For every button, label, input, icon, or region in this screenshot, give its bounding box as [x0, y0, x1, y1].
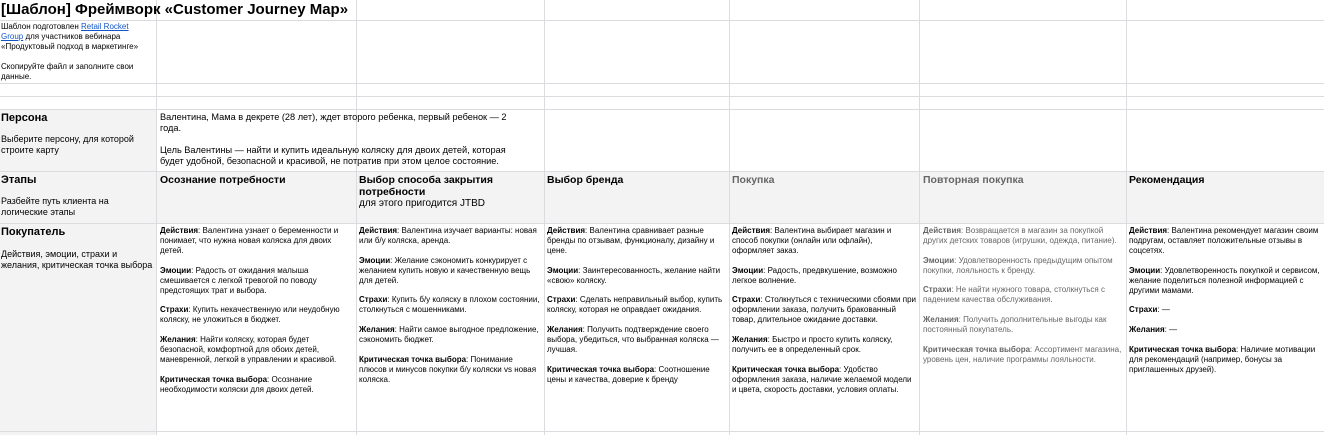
actions-label: Действия: [359, 226, 398, 235]
persona-row-header[interactable]: [1, 112, 153, 156]
desires-label: Желания: [359, 325, 395, 335]
critical-label: Критическая точка выбора: [923, 344, 1031, 354]
grid-row-line: [0, 20, 1324, 21]
persona-description-cell[interactable]: [160, 112, 530, 167]
buyer-cell-brand[interactable]: Действия: Валентина сравнивает разные бренды по отзывам, функционалу, дизайну и цене. Эмоции: Заинтересованность, желание найти «свою» коляску. Страхи: Сделать неправильный выбор, купить коляску, которая не оправдает ожидания. Желания: Получить подтверждение своего выбора, убедиться, что выбранная коляска — лучшая. Критическая точка выбора: Соотношение цены и качества, доверие к бренду: [547, 226, 723, 384]
buyer-row-header[interactable]: [1, 226, 153, 271]
stage-header-solution[interactable]: [359, 174, 539, 210]
critical-text: Осознание необходимости коляски для двоих детей.: [160, 374, 314, 394]
critical-label: Критическая точка выбора: [160, 374, 268, 384]
retail-rocket-link[interactable]: Retail Rocket Group: [1, 22, 129, 41]
fears-text: Сделать неправильный выбор, купить коляску, которая не оправдает ожидания.: [547, 295, 723, 315]
buyer-cell-recommend[interactable]: Действия: Валентина рекомендует магазин своим подругам, оставляет положительные отзывы в соцсетях. Эмоции: Удовлетворенность покупкой и сервисом, желание поделиться полезной информацией с другими мамами. Страхи: — Желания: — Критическая точка выбора: Наличие мотивации для рекомендаций (например, бонусы за приглашенных друзей).: [1129, 226, 1320, 374]
critical-label: Критическая точка выбора: [547, 364, 655, 374]
stages-row-header[interactable]: [1, 174, 153, 218]
desires-text: —: [1169, 325, 1178, 335]
desires-label: Желания: [732, 335, 768, 345]
fears-label: Страхи: [547, 295, 576, 305]
fears-label: Страхи: [732, 295, 761, 305]
actions-text: Валентина выбирает магазин и способ покупки (онлайн или офлайн), оформляет заказ.: [732, 226, 892, 255]
critical-text: Наличие мотивации для рекомендаций (например, бонусы за приглашенных друзей).: [1129, 344, 1316, 374]
stage-header-purchase[interactable]: [732, 174, 914, 186]
intro-cell[interactable]: [1, 22, 153, 82]
desires-text: Найти коляску, которая будет безопасной, комфортной для обоих детей, маневренной, легкой в управлении и красивой.: [160, 335, 337, 365]
critical-label: Критическая точка выбора: [732, 364, 840, 374]
desires-label: Желания: [547, 325, 583, 335]
desires-text: Найти самое выгодное предложение, сэкономить бюджет.: [359, 325, 539, 345]
fears-label: Страхи: [160, 305, 189, 315]
fears-text: Купить некачественную или неудобную коляску, не уложиться в бюджет.: [160, 305, 340, 325]
grid-col-line: [919, 0, 920, 435]
persona-line-2: Цель Валентины — найти и купить идеальную коляску для двоих детей, которая будет удобной, безопасной и красивой, не потратив при этом целое состояние.: [160, 145, 506, 166]
critical-label: Критическая точка выбора: [359, 354, 467, 364]
intro-prefix: Шаблон подготовлен: [1, 22, 81, 31]
stage-name: Покупка: [732, 174, 775, 186]
buyer-header-subtitle: Действия, эмоции, страхи и желания, критическая точка выбора: [1, 249, 153, 270]
buyer-cell-solution[interactable]: Действия: Валентина изучает варианты: новая или б/у коляска, аренда. Эмоции: Желание сэкономить конкурирует с желанием купить новую и качественную вещь для детей. Страхи: Купить б/у коляску в плохом состоянии, столкнуться с мошенниками. Желания: Найти самое выгодное предложение, сэкономить бюджет. Критическая точка выбора: Понимание плюсов и минусов покупки б/у коляски vs новая коляска.: [359, 226, 540, 384]
fears-text: Купить б/у коляску в плохом состоянии, столкнуться с мошенниками.: [359, 295, 540, 315]
stage-name: Выбор бренда: [547, 174, 624, 186]
actions-text: Возвращается в магазин за покупкой других детских товаров (игрушки, одежда, питание).: [923, 226, 1117, 245]
grid-row-line: [0, 83, 1324, 84]
fears-label: Страхи: [359, 295, 388, 305]
actions-text: Валентина узнает о беременности и понимает, что нужна новая коляска для двоих детей.: [160, 226, 339, 255]
fears-text: Столкнуться с техническими сбоями при оформлении заказа, получить бракованный товар, длительное ожидание доставки.: [732, 295, 916, 325]
stage-header-brand[interactable]: [547, 174, 725, 186]
emotions-label: Эмоции: [359, 255, 391, 265]
buyer-cell-repeat[interactable]: Действия: Возвращается в магазин за покупкой других детских товаров (игрушки, одежда, питание). Эмоции: Удовлетворенность предыдущим опытом покупки, лояльность к бренду. Страхи: Не найти нужного товара, столкнуться с падением качества обслуживания. Желания: Получить дополнительные выгоды как постоянный покупатель. Критическая точка выбора: Ассортимент магазина, уровень цен, наличие программы лояльности.: [923, 226, 1122, 364]
desires-label: Желания: [923, 315, 959, 325]
actions-label: Действия: [732, 226, 771, 235]
emotions-label: Эмоции: [1129, 265, 1161, 275]
stages-header-title: Этапы: [1, 174, 37, 186]
desires-label: Желания: [160, 335, 196, 345]
persona-header-title: Персона: [1, 112, 48, 124]
critical-text: Ассортимент магазина, уровень цен, наличие программы лояльности.: [923, 344, 1122, 364]
stage-name: Повторная покупка: [923, 174, 1024, 186]
actions-text: Валентина сравнивает разные бренды по отзывам, функционалу, дизайну и цене.: [547, 226, 715, 255]
actions-text: Валентина рекомендует магазин своим подругам, оставляет положительные отзывы в соцсетях.: [1129, 226, 1319, 255]
desires-text: Получить дополнительные выгоды как постоянный покупатель.: [923, 315, 1107, 335]
actions-label: Действия: [160, 226, 199, 235]
grid-row-line: [0, 171, 1324, 172]
critical-text: Удобство оформления заказа, наличие желаемой модели и цвета, скорость доставки, условия оплаты.: [732, 364, 912, 394]
emotions-text: Удовлетворенность предыдущим опытом покупки, лояльность к бренду.: [923, 255, 1113, 275]
fears-text: —: [1161, 305, 1170, 315]
buyer-cell-purchase[interactable]: Действия: Валентина выбирает магазин и способ покупки (онлайн или офлайн), оформляет заказ. Эмоции: Радость, предвкушение, возможно легкое волнение. Страхи: Столкнуться с техническими сбоями при оформлении заказа, получить бракованный товар, длительное ожидание доставки. Желания: Быстро и просто купить коляску, получить ее в определенный срок. Критическая точка выбора: Удобство оформления заказа, наличие желаемой модели и цвета, скорость доставки, условия оплаты.: [732, 226, 916, 394]
grid-col-line: [544, 0, 545, 435]
grid-row-line: [0, 96, 1324, 97]
buyer-cell-awareness[interactable]: Действия: Валентина узнает о беременности и понимает, что нужна новая коляска для двоих детей. Эмоции: Радость от ожидания малыша смешивается с легкой тревогой по поводу предстоящих трат и выбора. Страхи: Купить некачественную или неудобную коляску, не уложиться в бюджет. Желания: Найти коляску, которая будет безопасной, комфортной для обоих детей, маневренной, легкой в управлении и красивой. Критическая точка выбора: Осознание необходимости коляски для двоих детей.: [160, 226, 340, 394]
grid-col-line: [729, 0, 730, 435]
grid-row-line: [0, 431, 1324, 432]
stage-header-repeat[interactable]: [923, 174, 1121, 186]
grid-col-line: [356, 0, 357, 435]
emotions-text: Радость, предвкушение, возможно легкое волнение.: [732, 265, 897, 285]
critical-label: Критическая точка выбора: [1129, 344, 1237, 354]
fears-label: Страхи: [1129, 305, 1158, 315]
desires-label: Желания: [1129, 325, 1165, 335]
actions-label: Действия: [923, 226, 962, 235]
grid-row-line: [0, 223, 1324, 224]
emotions-label: Эмоции: [547, 265, 579, 275]
fears-label: Страхи: [923, 285, 952, 295]
emotions-text: Удовлетворенность покупкой и сервисом, желание поделиться полезной информацией с другими мамами.: [1129, 265, 1320, 295]
stage-name: Выбор способа закрытия потребности: [359, 174, 494, 198]
stages-header-subtitle: Разбейте путь клиента на логические этапы: [1, 196, 109, 217]
desires-text: Быстро и просто купить коляску, получить ее в определенный срок.: [732, 335, 893, 355]
emotions-text: Радость от ожидания малыша смешивается с легкой тревогой по поводу предстоящих трат и выбора.: [160, 265, 317, 295]
stage-header-awareness[interactable]: [160, 174, 350, 186]
grid-row-line: [0, 109, 1324, 110]
emotions-label: Эмоции: [160, 265, 192, 275]
emotions-label: Эмоции: [923, 255, 955, 265]
intro-after: для участников вебинара «Продуктовый подход в маркетинге»: [1, 32, 139, 51]
actions-label: Действия: [1129, 226, 1168, 235]
stage-name: Рекомендация: [1129, 174, 1205, 186]
emotions-label: Эмоции: [732, 265, 764, 275]
emotions-text: Желание сэкономить конкурирует с желанием купить новую и качественную вещь для детей.: [359, 255, 531, 285]
grid-col-line: [156, 0, 157, 435]
persona-header-subtitle: Выберите персону, для которой строите карту: [1, 134, 134, 155]
sheet-title[interactable]: [Шаблон] Фреймворк «Customer Journey Map»: [1, 1, 349, 18]
intro-copy-instruction: Скопируйте файл и заполните свои данные.: [1, 62, 134, 81]
stage-note: для этого пригодится JTBD: [359, 198, 485, 209]
grid-col-line: [1126, 0, 1127, 435]
critical-text: Соотношение цены и качества, доверие к бренду: [547, 364, 710, 384]
fears-text: Не найти нужного товара, столкнуться с падением качества обслуживания.: [923, 285, 1105, 305]
critical-text: Понимание плюсов и минусов покупки б/у коляски vs новая коляска.: [359, 354, 537, 384]
stage-name: Осознание потребности: [160, 174, 286, 186]
emotions-text: Заинтересованность, желание найти «свою» коляску.: [547, 265, 721, 285]
stage-header-recommend[interactable]: [1129, 174, 1321, 186]
actions-label: Действия: [547, 226, 586, 235]
buyer-header-title: Покупатель: [1, 226, 66, 238]
persona-line-1: Валентина, Мама в декрете (28 лет), ждет второго ребенка, первый ребенок — 2 года.: [160, 112, 507, 133]
desires-text: Получить подтверждение своего выбора, убедиться, что выбранная коляска — лучшая.: [547, 325, 719, 355]
actions-text: Валентина изучает варианты: новая или б/у коляска, аренда.: [359, 226, 537, 245]
